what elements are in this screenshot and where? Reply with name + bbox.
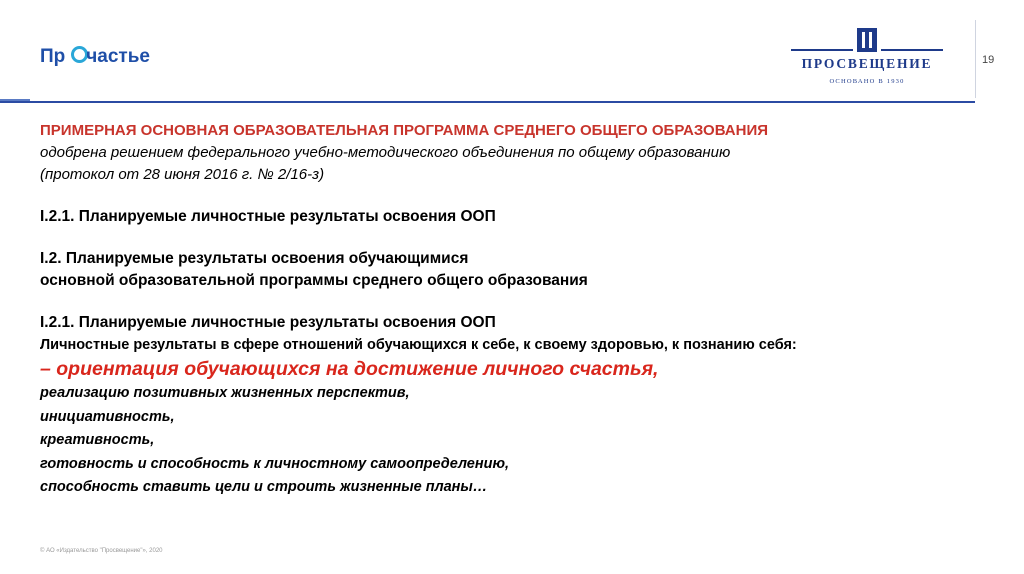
list-item: инициативность,: [40, 408, 175, 425]
list-item: способность ставить цели и строить жизненные планы…: [40, 479, 488, 495]
approval-line-1: одобрена решением федерального учебно-методического объединения по общему образованию: [40, 144, 731, 161]
logo-name: ПРОСВЕЩЕНИЕ: [801, 56, 933, 71]
header-divider: [0, 101, 975, 103]
logo-rule-left: [791, 49, 853, 51]
proschastye-logo: [40, 44, 150, 70]
logo-prefix: Пр: [40, 46, 66, 67]
side-divider: [975, 20, 976, 98]
logo-rule-right: [881, 49, 943, 51]
page-number: 19: [982, 54, 995, 66]
logo-suffix: частье: [86, 46, 150, 67]
copyright-footer: © АО «Издательство "Просвещение"», 2020: [40, 548, 163, 554]
intro-text: Личностные результаты в сфере отношений обучающихся к себе, к своему здоровью, к познанию себя:: [40, 337, 797, 353]
section-2-heading-line-2: основной образовательной программы среднего общего образования: [40, 272, 588, 289]
section-2-heading-line-1: I.2. Планируемые результаты освоения обучающимися: [40, 250, 469, 267]
section-3-heading: I.2.1. Планируемые личностные результаты освоения ООП: [40, 314, 496, 331]
highlight-text: – ориентация обучающихся на достижение личного счастья,: [40, 358, 659, 380]
building-icon: [857, 28, 877, 52]
section-1-heading: I.2.1. Планируемые личностные результаты освоения ООП: [40, 208, 496, 225]
list-item: креативность,: [40, 432, 155, 448]
logo-established: ОСНОВАНО В 1930: [829, 78, 905, 85]
program-title: ПРИМЕРНАЯ ОСНОВНАЯ ОБРАЗОВАТЕЛЬНАЯ ПРОГРАММА СРЕДНЕГО ОБЩЕГО ОБРАЗОВАНИЯ: [40, 122, 769, 139]
list-item: готовность и способность к личностному самоопределению,: [40, 455, 510, 472]
list-item: реализацию позитивных жизненных перспектив,: [40, 385, 410, 401]
slide-content: [40, 120, 940, 500]
approval-line-2: (протокол от 28 июня 2016 г. № 2/16-з): [40, 166, 325, 183]
prosveshchenie-logo: [787, 28, 947, 98]
